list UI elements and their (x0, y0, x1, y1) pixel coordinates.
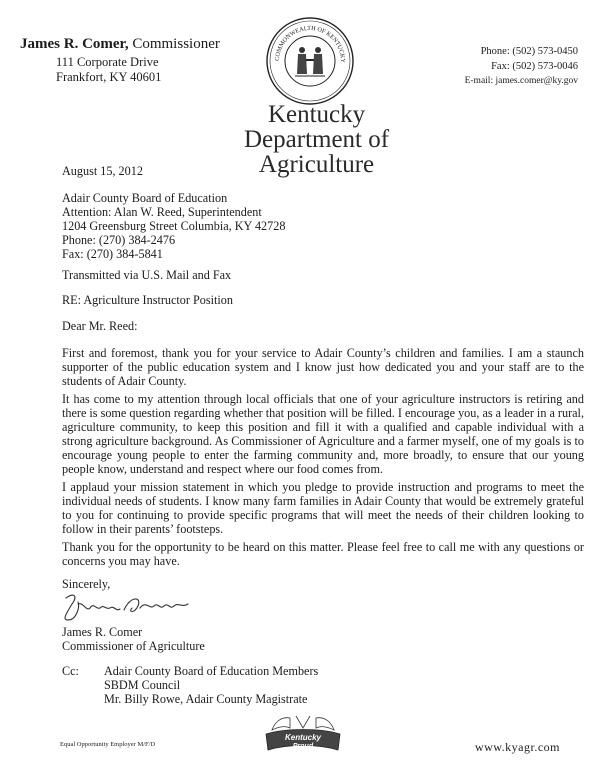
cc-list (104, 664, 318, 706)
signer-name: James R. Comer (62, 625, 143, 639)
website-text: www.kyagr.com (474, 740, 560, 754)
letter-date: August 15, 2012 (62, 164, 143, 178)
logo-line-1: Kentucky (284, 733, 322, 742)
cc-item: SBDM Council (104, 678, 181, 692)
cc-item: Mr. Billy Rowe, Adair County Magistrate (104, 692, 308, 706)
state-seal-icon (265, 16, 355, 106)
recipient-line: 1204 Greensburg Street Columbia, KY 42728 (62, 219, 286, 233)
phone-text: Phone: (502) 573-0450 (480, 46, 578, 57)
cc-item: Adair County Board of Education Members (104, 664, 319, 678)
logo-line-2: Proud (292, 743, 314, 750)
recipient-line: Adair County Board of Education (62, 191, 228, 205)
kentucky-proud-logo-icon (260, 712, 346, 756)
closing: Sincerely, (62, 577, 111, 591)
dept-line-1: Kentucky (267, 101, 366, 128)
transmitted-note: Transmitted via U.S. Mail and Fax (62, 268, 232, 282)
re-line: RE: Agriculture Instructor Position (62, 293, 233, 307)
recipient-line: Attention: Alan W. Reed, Superintendent (62, 205, 262, 219)
address-line-2: Frankfort, KY 40601 (56, 70, 162, 84)
body-paragraph: I applaud your mission statement in which you pledge to provide instruction and programs to meet the individual needs of students. I know many farm families in Adair County that would be extremely grateful to you for continuing to provide specific programs that will meet the needs of their children looking to follow in their parents’ footsteps. (62, 480, 584, 536)
recipient-line: Phone: (270) 384-2476 (62, 233, 176, 247)
department-name (244, 102, 389, 177)
body-paragraph: First and foremost, thank you for your service to Adair County’s children and families. I am a staunch supporter of the public education system and I know just how dedicated you and your staff are to the students of Adair County. (62, 346, 584, 388)
body-paragraph: Thank you for the opportunity to be heard on this matter. Please feel free to call me with any questions or concerns you may have. (62, 540, 584, 568)
commissioner-name-line (20, 36, 220, 53)
dept-line-2: Department of (244, 126, 390, 153)
cc-label: Cc: (62, 664, 79, 678)
salutation: Dear Mr. Reed: (62, 319, 138, 333)
commissioner-name: James R. Comer, (20, 36, 129, 52)
dept-line-3: Agriculture (258, 151, 375, 178)
commissioner-title: Commissioner (128, 36, 220, 52)
recipient-line: Fax: (270) 384-5841 (62, 247, 163, 261)
address-line-1: 111 Corporate Drive (56, 55, 159, 69)
eoe-text: Equal Opportunity Employer M/F/D (60, 741, 156, 748)
seal-text: COMMONWEALTH OF KENTUCKY (273, 24, 347, 63)
fax-text: Fax: (502) 573-0046 (491, 61, 578, 72)
contact-block (465, 44, 578, 89)
signer-title: Commissioner of Agriculture (62, 639, 205, 653)
signature-image (58, 590, 198, 624)
body-paragraph: It has come to my attention through local officials that one of your agriculture instructors is retiring and there is some question regarding whether that position will be filled. I encourage you, as a leader in a rural, agriculture community, to keep this position and fill it with a qualified and capable individual with a strong agriculture background. As Commissioner of Agriculture and a farmer myself, one of my goals is to encourage young people to enter the farming community and, more broadly, to ensure that our young people know, understand and respect where our food comes from. (62, 392, 584, 476)
email-text: E-mail: james.comer@ky.gov (464, 76, 578, 86)
